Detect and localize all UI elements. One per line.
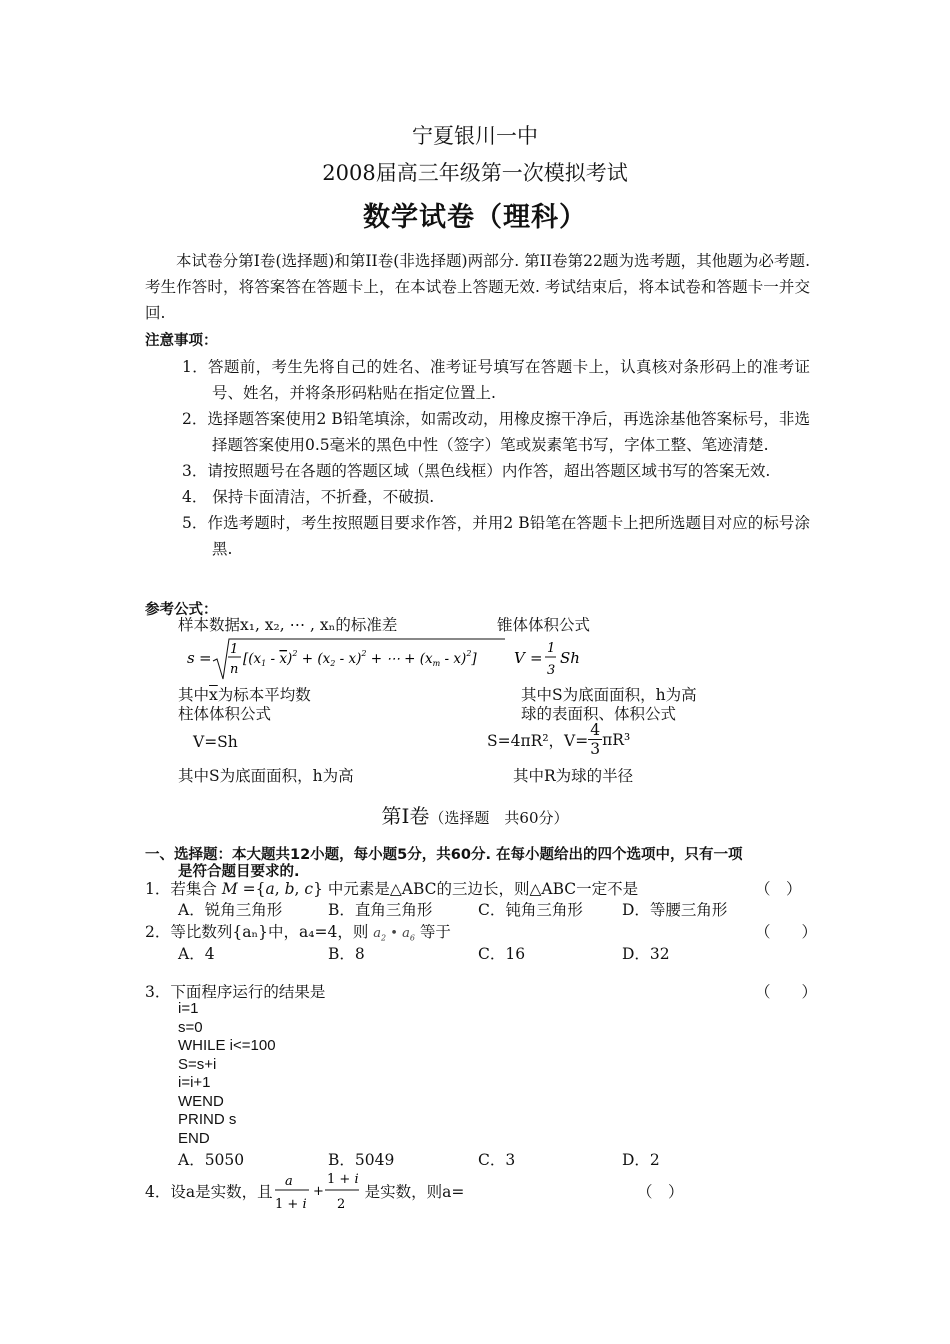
code-line: i=i+1: [178, 1074, 211, 1091]
svg-text:=: =: [530, 649, 543, 667]
svg-text:n: n: [230, 662, 239, 677]
cylinder-volume-formula: V=Sh: [193, 733, 238, 751]
option-c[interactable]: C．16: [478, 945, 526, 963]
svg-text:=: =: [199, 649, 212, 667]
svg-text:1: 1: [547, 641, 556, 656]
code-line: WHILE i<=100: [178, 1037, 276, 1054]
question-1-text-a: 1．若集合: [145, 880, 217, 898]
question-2: [145, 920, 451, 943]
option-a[interactable]: A．5050: [178, 1151, 245, 1169]
question-2-answer-paren[interactable]: （ ）: [755, 923, 818, 941]
code-line: s=0: [178, 1018, 203, 1036]
code-line: i=1: [178, 1000, 199, 1017]
question-3-answer-paren[interactable]: （ ）: [755, 983, 818, 1001]
sphere-formula-label: 球的表面积、体积公式: [521, 705, 677, 723]
question-4-answer-paren[interactable]: （ ）: [637, 1183, 684, 1201]
option-a[interactable]: A．锐角三角形: [178, 901, 283, 919]
school-name: 宁夏银川一中: [412, 124, 538, 148]
section-subtitle: （选择题 共60分）: [429, 809, 569, 827]
question-1: 1．若集合 M ={a, b, c} 中元素是△ABC的三边长，则△ABC一定不是: [145, 880, 639, 898]
svg-text:1 + i: 1 + i: [326, 1172, 359, 1187]
question-3: 3．下面程序运行的结果是: [145, 983, 326, 1001]
set-expression: M: [221, 880, 238, 898]
svg-text:2: 2: [336, 1197, 345, 1212]
option-d[interactable]: D．等腰三角形: [622, 901, 728, 919]
sphere-formula: [487, 721, 630, 758]
code-line: WEND: [178, 1092, 224, 1110]
question-1-answer-paren[interactable]: （ ）: [755, 880, 802, 898]
cylinder-volume-label: 柱体体积公式: [178, 705, 272, 723]
option-c[interactable]: C．3: [478, 1151, 516, 1169]
sphere-note: 其中R为球的半径: [513, 767, 634, 785]
part1-heading-line2: 是符合题目要求的.: [178, 864, 300, 880]
code-line: S=s+i: [178, 1055, 217, 1073]
option-a[interactable]: A．4: [178, 945, 215, 963]
four-thirds-fraction: $\frac{4}{3}$: [590, 721, 601, 758]
sphere-formula-a: S=4πR²，V=: [487, 731, 589, 750]
code-line: END: [178, 1129, 210, 1147]
section-title: [0, 800, 950, 829]
cone-formula-svg: [512, 637, 592, 681]
question-1-text-b: 中元素是△ABC的三边长，则△ABC一定不是: [327, 880, 639, 898]
svg-text:1: 1: [230, 642, 239, 657]
svg-text:1 + i: 1 + i: [274, 1197, 307, 1212]
formulas-title: 参考公式：: [145, 602, 218, 618]
cone-volume-formula: [512, 637, 592, 685]
std-dev-formula-svg: [187, 635, 512, 683]
question-2-text-a: 2．等比数列{aₙ}中，a₄=4，则: [145, 923, 369, 941]
part1-heading-line1: 一、选择题：本大题共12小题，每小题5分，共60分. 在每小题给出的四个选项中，只有一项: [145, 847, 743, 863]
question-2-text-b: 等于: [419, 923, 451, 941]
note-item: 2．选择题答案使用2 B铅笔填涂，如需改动，用橡皮擦干净后，再选涂基他答案标号，非选择题答案使用0.5毫米的黑色中性（签字）笔或炭素笔书写，字体工整、笔迹清楚.: [182, 410, 810, 454]
question-4-text-b: 是实数，则a=: [364, 1183, 465, 1201]
note-item: 3．请按照题号在各题的答题区域（黑色线框）内作答，超出答题区域书写的答案无效.: [182, 462, 771, 480]
intro-paragraph: 本试卷分第I卷(选择题)和第II卷(非选择题)两部分. 第II卷第22题为选考题，其他题为必考题. 考生作答时，将答案答在答题卡上，在本试卷上答题无效. 考试结束后，将本试卷和答题卡一并交回.: [145, 252, 810, 322]
question-4-text-a: 4．设a是实数，且: [145, 1183, 273, 1201]
option-d[interactable]: D．2: [622, 1151, 660, 1169]
product-expression: $a_2$ • $a_6$: [373, 926, 415, 943]
svg-text:+: +: [312, 1184, 324, 1199]
svg-text:Sh: Sh: [560, 649, 580, 667]
question-4: [145, 1168, 464, 1214]
option-d[interactable]: D．32: [622, 945, 670, 963]
section-name: 第Ⅰ卷: [381, 804, 430, 828]
svg-text:s: s: [187, 649, 195, 667]
std-dev-note-suffix: 为标本平均数: [217, 686, 311, 704]
note-item: 1．答题前，考生先将自己的姓名、准考证号填写在答题卡上，认真核对条形码上的准考证号、姓名，并将条形码粘贴在指定位置上.: [182, 358, 810, 402]
cylinder-volume-note: 其中S为底面面积，h为高: [178, 767, 354, 785]
svg-text:3: 3: [547, 663, 556, 678]
exam-title: 2008届高三年级第一次模拟考试: [322, 161, 628, 185]
code-line: PRIND s: [178, 1111, 237, 1128]
sphere-formula-b: πR³: [602, 730, 631, 749]
svg-text:[(x1 - x)2 + (x2 - x)2 + ⋯ + (: [$(x_1 - x)^2 + (x_2 - x)^2$ + ⋯ + $(x_m - x)^2$]: [243, 649, 477, 668]
cone-volume-note: 其中S为底面面积，h为高: [521, 686, 697, 704]
svg-text:V: V: [514, 649, 525, 667]
notes-title: 注意事项：: [145, 333, 218, 349]
note-item: 5．作选考题时，考生按照题目要求作答，并用2 B铅笔在答题卡上把所选题目对应的标号涂黑.: [182, 514, 810, 558]
option-b[interactable]: B．直角三角形: [328, 901, 433, 919]
std-dev-formula: [187, 635, 507, 683]
option-c[interactable]: C．钝角三角形: [478, 901, 583, 919]
option-b[interactable]: B．5049: [328, 1151, 395, 1169]
option-b[interactable]: B．8: [328, 945, 365, 963]
mean-symbol: $\overline{x}$: [209, 686, 218, 704]
svg-text:a: a: [284, 1174, 293, 1189]
complex-fraction-expression: [273, 1168, 365, 1214]
note-item: 4． 保持卡面清洁，不折叠，不破损.: [182, 488, 435, 506]
std-dev-label: 样本数据x₁, x₂, ⋯ , xₙ的标准差: [178, 616, 398, 634]
notes-list: [145, 354, 810, 562]
cone-volume-label: 锥体体积公式: [497, 616, 591, 634]
program-code: [178, 1000, 276, 1148]
std-dev-note-prefix: 其中: [178, 686, 210, 704]
subject-title: 数学试卷（理科）: [363, 202, 587, 233]
